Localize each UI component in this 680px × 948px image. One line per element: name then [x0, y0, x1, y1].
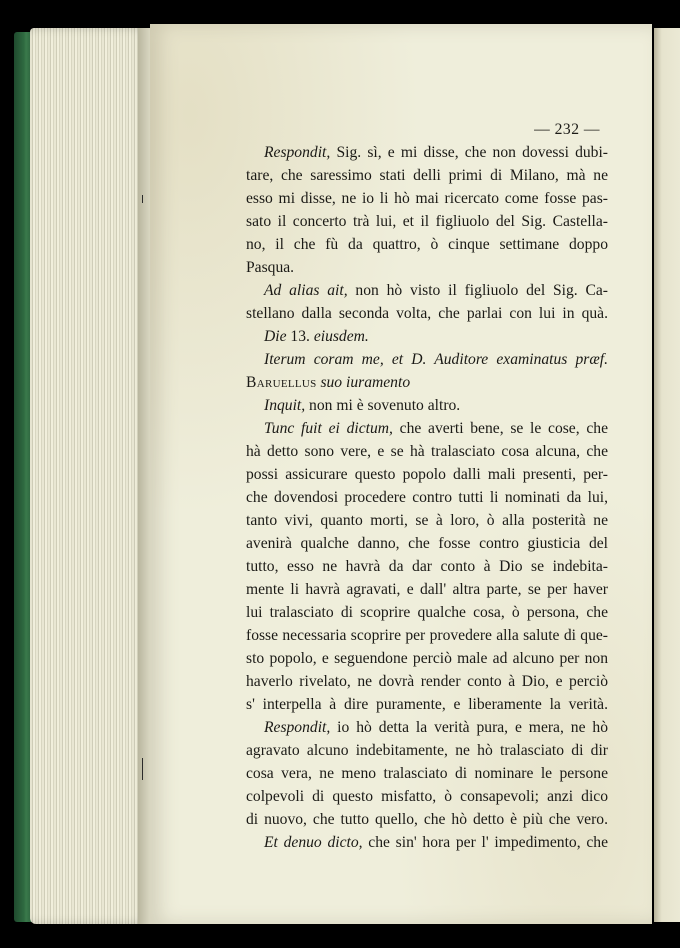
- text-line: [246, 440, 608, 463]
- text-run: tanto vivi, quanto morti, se à loro, ò alla posterità ne: [246, 512, 608, 529]
- text-line: [246, 578, 608, 601]
- text-line: [246, 371, 608, 394]
- page-number: — 232 —: [534, 121, 600, 138]
- text-line: [246, 670, 608, 693]
- text-line: [246, 210, 608, 233]
- text-line: [246, 233, 608, 256]
- text-run: tutto, esso ne havrà da dar conto à Dio se indebita-: [246, 558, 608, 575]
- text-line: [246, 279, 608, 302]
- margin-mark: [142, 758, 143, 780]
- text-line: [246, 693, 608, 716]
- text-run: esso mi disse, ne io li hò mai ricercato come fosse pas-: [246, 190, 608, 207]
- text-line: [246, 785, 608, 808]
- text-run: Sig. sì, e mi disse, che non dovessi dubi-: [330, 144, 608, 161]
- text-line: [246, 601, 608, 624]
- text-line: [246, 555, 608, 578]
- text-run: fosse necessaria scoprire per provedere alla salute di que-: [246, 627, 608, 644]
- text-run: mente li havrà agravati, e dall' altra parte, se per haver: [246, 581, 608, 598]
- text-line: [246, 325, 608, 348]
- text-run: che averti bene, se le cose, che: [392, 420, 608, 437]
- text-run: non hò visto il figliuolo del Sig. Ca-: [347, 282, 608, 299]
- text-run: Die: [264, 328, 291, 345]
- text-run: Ad alias ait,: [264, 282, 348, 299]
- text-line: [246, 164, 608, 187]
- text-line: [246, 831, 608, 854]
- text-run: Tunc fuit ei dictum,: [264, 420, 393, 437]
- text-run: che sin' hora per l' impedimento, che: [362, 834, 608, 851]
- text-run: Inquit,: [264, 397, 306, 414]
- text-line: [246, 532, 608, 555]
- text-run: hà detto sono vere, e se hà tralasciato cosa alcuna, che: [246, 443, 608, 460]
- text-run: tare, che saressimo stati delli primi di Milano, mà ne: [246, 167, 608, 184]
- text-run: no, il che fù da quattro, ò cinque settimane doppo: [246, 236, 608, 253]
- text-run: sto popolo, e seguendone perciò male ad alcuno per non: [246, 650, 608, 667]
- text-run: di nuovo, che tutto quello, che hò detto è più che vero.: [246, 811, 608, 828]
- text-line: [246, 463, 608, 486]
- text-lines: [246, 141, 608, 854]
- text-line: [246, 394, 608, 417]
- page-text: [246, 118, 608, 854]
- text-run: Et denuo dicto,: [264, 834, 363, 851]
- text-line: [246, 762, 608, 785]
- text-run: stellano dalla seconda volta, che parlai con lui in quà.: [246, 305, 608, 322]
- text-run: haverlo rivelato, ne dovrà render conto à Dio, e perciò: [246, 673, 608, 690]
- text-run: Pasqua.: [246, 259, 295, 276]
- text-line: [246, 302, 608, 325]
- text-run: Respondit,: [264, 719, 331, 736]
- text-line: [246, 348, 608, 371]
- text-run: Baruellus: [246, 374, 317, 391]
- text-line: [246, 716, 608, 739]
- text-line: [246, 808, 608, 831]
- text-run: Iterum coram me, et D. Auditore examinatus præf.: [264, 351, 608, 368]
- text-run: sato il concerto trà lui, et il figliuolo del Sig. Castella-: [246, 213, 608, 230]
- text-run: non mi è sovenuto altro.: [305, 397, 461, 414]
- text-line: [246, 141, 608, 164]
- text-run: eiusdem.: [313, 328, 369, 345]
- text-run: 13.: [290, 328, 314, 345]
- text-run: colpevoli di questo misfatto, ò consapevoli; anzi dico: [246, 788, 608, 805]
- text-run: agravato alcuno indebitamente, ne hò tralasciato di dir: [246, 742, 608, 759]
- page-stack-edges: [30, 28, 148, 924]
- margin-mark: [142, 195, 143, 203]
- text-run: che dovendosi procedere contro tutti li nominati da lui,: [246, 489, 608, 506]
- text-line: [246, 739, 608, 762]
- text-run: lui tralasciato di scoprire qualche cosa, ò persona, che: [246, 604, 608, 621]
- text-run: s' interpella à dire puramente, e liberamente la verità.: [246, 696, 608, 713]
- text-line: [246, 486, 608, 509]
- text-run: possi assicurare questo popolo dalli mali presenti, per-: [246, 466, 608, 483]
- text-run: cosa vera, ne meno tralasciato di nominare le persone: [246, 765, 608, 782]
- text-line: [246, 624, 608, 647]
- text-line: [246, 256, 608, 279]
- text-line: [246, 187, 608, 210]
- text-run: avenirà qualche danno, che fosse contro giusticia del: [246, 535, 608, 552]
- text-line: [246, 509, 608, 532]
- text-run: Respondit,: [264, 144, 331, 161]
- facing-page-edge: [654, 28, 680, 922]
- text-line: [246, 647, 608, 670]
- text-line: [246, 417, 608, 440]
- text-run: io hò detta la verità pura, e mera, ne hò: [330, 719, 608, 736]
- text-run: suo iuramento: [316, 374, 411, 391]
